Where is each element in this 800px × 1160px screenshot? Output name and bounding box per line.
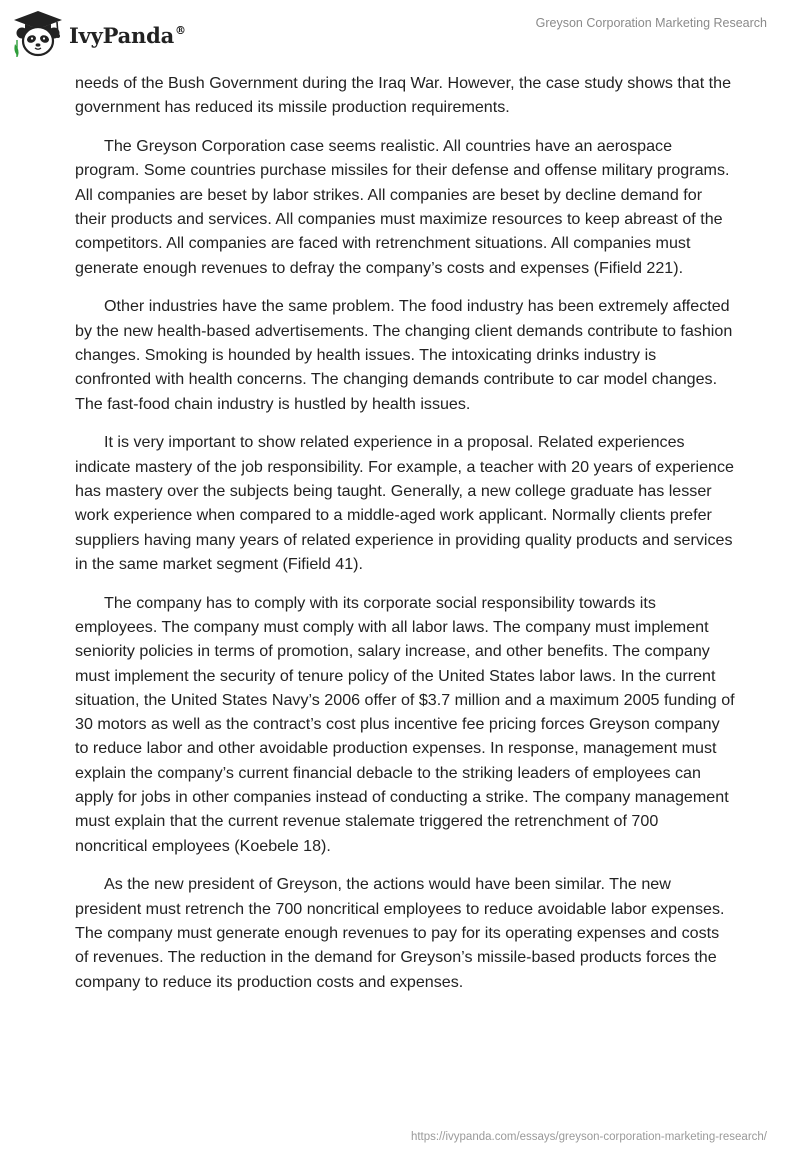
paragraph: The Greyson Corporation case seems realistic. All countries have an aerospace program. Some countries purchase missiles for their defense and offense military programs. All companies are beset by labor strikes. All companies are beset by decline demand for their products and services. All companies must maximize resources to keep abreast of the competitors. All companies are faced with retrenchment situations. All companies must generate enough revenues to defray the company’s costs and expenses (Fifield 221). bbox=[75, 137, 730, 277]
brand-name bbox=[69, 23, 186, 48]
paragraph: Other industries have the same problem. The food industry has been extremely affected by the new health-based advertisements. The changing client demands contribute to fashion changes. Smoking is hounded by health issues. The intoxicating drinks industry is confronted with health concerns. The changing demands contribute to car model changes. The fast-food chain industry is hustled by health issues. bbox=[75, 297, 733, 413]
paragraph: The company has to comply with its corporate social responsibility towards its employees. The company must comply with all labor laws. The company must implement seniority policies in terms of promotion, salary increase, and other benefits. The company must implement the security of tenure policy of the United States labor laws. In the current situation, the United States Navy’s 2006 offer of $3.7 million and a maximum 2005 funding of 30 motors as well as the contract’s cost plus incentive fee pricing forces Greyson company to reduce labor and other avoidable production expenses. In response, management must explain the company’s current financial debacle to the striking leaders of employees can apply for jobs in other companies instead of conducting a strike. The company management must explain that the current revenue stalemate triggered the retrenchment of 700 noncritical employees (Koebele 18). bbox=[75, 593, 735, 855]
paragraph: As the new president of Greyson, the actions would have been similar. The new president must retrench the 700 noncritical employees to reduce avoidable labor expenses. The company must generate enough revenues to pay for its operating expenses and costs of revenues. The reduction in the demand for Greyson’s missile-based products forces the company to reduce its production costs and expenses. bbox=[75, 875, 725, 991]
brand-logo[interactable] bbox=[12, 8, 186, 60]
essay-body bbox=[75, 71, 735, 1008]
page-header bbox=[0, 0, 800, 70]
registered-mark: ® bbox=[175, 23, 186, 37]
paragraph: needs of the Bush Government during the Iraq War. However, the case study shows that the government has reduced its missile production requirements. bbox=[75, 74, 732, 117]
paragraph: It is very important to show related experience in a proposal. Related experiences indicate mastery of the job responsibility. For example, a teacher with 20 years of experience has mastery over the subjects being taught. Generally, a new college graduate has lesser work experience when compared to a middle-aged work applicant. Normally clients prefer suppliers having many years of related experience in providing quality products and services in the same market segment (Fifield 41). bbox=[75, 433, 734, 573]
panda-graduate-logo-icon bbox=[12, 10, 64, 58]
source-url-link[interactable]: https://ivypanda.com/essays/greyson-corporation-marketing-research/ bbox=[410, 1131, 767, 1143]
brand-name-text: IvyPanda bbox=[69, 22, 175, 48]
document-title: Greyson Corporation Marketing Research bbox=[535, 16, 767, 30]
